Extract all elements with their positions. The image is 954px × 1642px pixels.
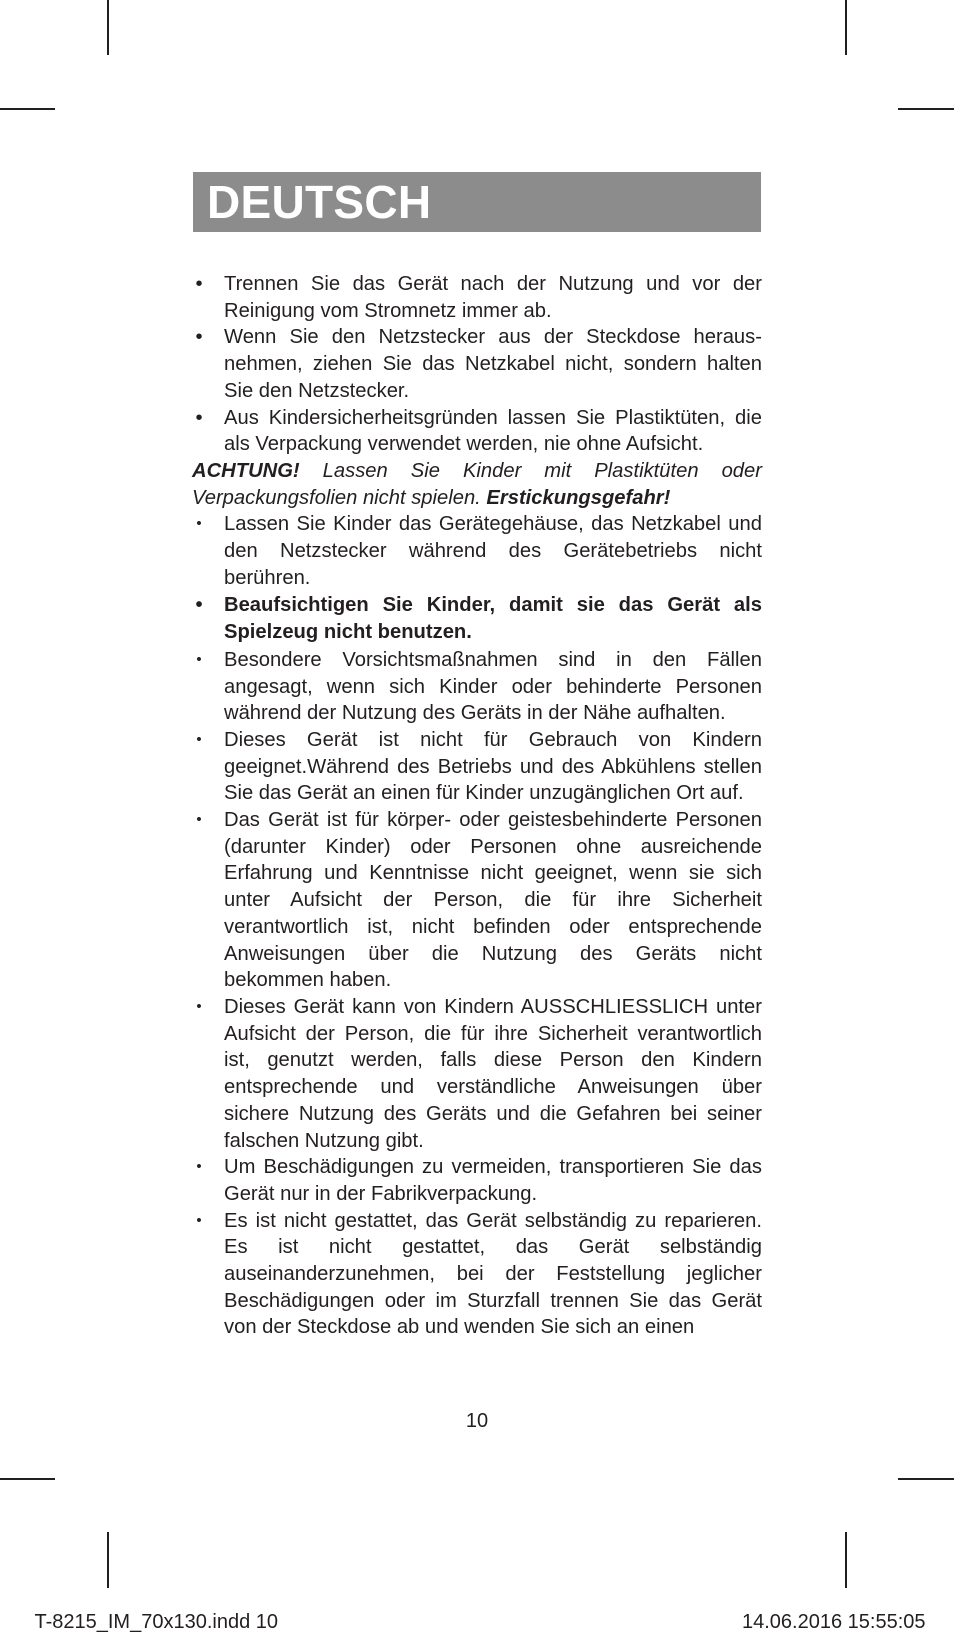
- list-item: • Lassen Sie Kinder das Gerätegehäuse, das Netzkabel und den Netzstecker während des Gerätebetriebs nicht berühren.: [192, 511, 762, 591]
- list-item: • Um Beschädigungen zu vermeiden, transportieren Sie das Gerät nur in der Fabrikverpackung.: [192, 1154, 762, 1207]
- crop-mark-right-lower: [898, 1478, 954, 1480]
- crop-mark-bottom-left: [107, 1532, 109, 1588]
- warning-label: ACHTUNG!: [192, 459, 300, 482]
- crop-mark-right-upper: [898, 108, 954, 110]
- bullet-icon: •: [196, 730, 202, 748]
- list-item: • Aus Kindersicherheitsgründen lassen Sie Plastiktüten, die als Verpackung verwendet werden, nie ohne Aufsicht.: [192, 405, 762, 458]
- print-slug-file: T-8215_IM_70x130.indd 10: [34, 1611, 278, 1633]
- crop-mark-bottom-right: [845, 1532, 847, 1588]
- bullet-icon: •: [195, 594, 203, 617]
- list-item: • Besondere Vorsichtsmaßnahmen sind in den Fällen angesagt, wenn sich Kinder oder behinderte Personen während der Nutzung des Geräts in der Nähe aufhalten.: [192, 647, 762, 727]
- list-item: • Es ist nicht gestattet, das Gerät selbständig zu reparieren. Es ist nicht gestattet, das Gerät selbständig auseinanderzunehmen, bei der Feststellung jeglicher Beschädigungen oder im Sturzfall trennen Sie das Gerät von der Steckdose ab und wenden Sie sich an einen: [192, 1208, 762, 1342]
- section-title: DEUTSCH: [207, 176, 432, 228]
- list-item: • Wenn Sie den Netzstecker aus der Steckdose herausnehmen, ziehen Sie das Netzkabel nicht, sondern halten Sie den Netzstecker.: [192, 324, 762, 404]
- bullet-icon: •: [195, 273, 203, 295]
- list-item: • Dieses Gerät ist nicht für Gebrauch von Kindern geeignet.Während des Betriebs und des Abkühlens stellen Sie das Gerät an einen für Kinder unzugänglichen Ort auf.: [192, 727, 762, 807]
- list-item: • Dieses Gerät kann von Kindern AUSSCHLIESSLICH unter Aufsicht der Person, die für ihre Sicherheit verantwortlich ist, genutzt werden, falls diese Person den Kindern entsprechende und verständliche Anweisungen über sichere Nutzung des Geräts und die Gefahren bei seiner falschen Nutzung gibt.: [192, 994, 762, 1154]
- crop-mark-left-lower: [0, 1478, 55, 1480]
- bullet-icon: •: [196, 515, 202, 533]
- bullet-icon: •: [195, 406, 203, 429]
- bullet-icon: •: [196, 1211, 202, 1229]
- warning-text: Lassen Sie Kinder mit Plastiktüten oder Verpackungsfolien nicht spielen.: [192, 459, 762, 509]
- list-item: • Das Gerät ist für körper- oder geistesbehinderte Personen (darunter Kinder) oder Personen ohne ausreichende Erfahrung und Kenntnisse nicht geeignet, wenn sie sich unter Aufsicht der Person, die für ihre Sicherheit verantwortlich ist, nicht befinden oder entsprechende Anweisungen über die Nutzung des Geräts nicht bekommen haben.: [192, 807, 762, 994]
- bullet-icon: •: [196, 1158, 202, 1176]
- list-item-emphasized: • Beaufsichtigen Sie Kinder, damit sie das Gerät als Spielzeug nicht benutzen.: [192, 592, 762, 645]
- bullet-icon: •: [196, 811, 202, 829]
- safety-instructions: [192, 271, 762, 1341]
- print-slug-date: 14.06.2016 15:55:05: [742, 1611, 926, 1633]
- crop-mark-top-left: [107, 0, 109, 55]
- bullet-icon: •: [196, 997, 202, 1015]
- warning-note: [192, 458, 762, 511]
- crop-mark-top-right: [845, 0, 847, 55]
- warning-emphasis: Erstickungsgefahr!: [486, 486, 671, 509]
- list-item: • Trennen Sie das Gerät nach der Nutzung und vor der Reinigung vom Stromnetz immer ab.: [192, 271, 762, 324]
- section-header: [193, 172, 761, 232]
- crop-mark-left-upper: [0, 108, 55, 110]
- bullet-icon: •: [195, 326, 203, 349]
- page-number: 10: [465, 1410, 489, 1432]
- bullet-icon: •: [196, 650, 202, 668]
